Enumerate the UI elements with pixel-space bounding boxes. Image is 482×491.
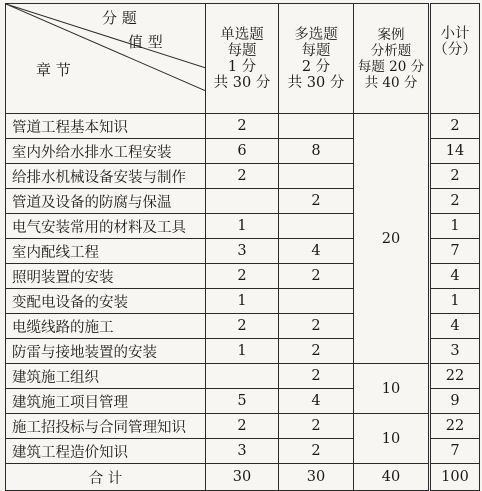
multi-choice-cell (279, 289, 354, 314)
single-choice-cell: 6 (206, 139, 279, 164)
subtotal-cell: 2 (430, 164, 480, 189)
multi-choice-cell: 2 (279, 414, 354, 439)
case-analysis-cell: 10 (354, 414, 430, 464)
subtotal-cell: 9 (430, 389, 480, 414)
single-choice-cell: 1 (206, 214, 279, 239)
table-row (6, 364, 480, 389)
table-row (6, 414, 480, 439)
corner-label-bottom: 章 节 (36, 61, 71, 79)
subtotal-cell: 2 (430, 189, 480, 214)
chapter-cell: 变配电设备的安装 (6, 289, 206, 314)
single-choice-cell: 3 (206, 439, 279, 464)
subtotal-cell: 14 (430, 139, 480, 164)
subtotal-cell: 2 (430, 114, 480, 139)
case-analysis-cell: 20 (354, 114, 430, 364)
subtotal-cell: 3 (430, 339, 480, 364)
column-header-subtotal: 小计 （分） (430, 4, 480, 114)
single-choice-cell: 2 (206, 264, 279, 289)
chapter-cell: 建筑施工组织 (6, 364, 206, 389)
case-analysis-cell: 10 (354, 364, 430, 414)
multi-choice-cell (279, 164, 354, 189)
chapter-cell: 照明装置的安装 (6, 264, 206, 289)
subtotal-cell: 4 (430, 314, 480, 339)
subtotal-cell: 4 (430, 264, 480, 289)
subtotal-cell: 22 (430, 414, 480, 439)
multi-choice-cell: 2 (279, 339, 354, 364)
subtotal-cell: 1 (430, 289, 480, 314)
single-choice-cell: 1 (206, 289, 279, 314)
multi-choice-cell (279, 214, 354, 239)
total-label: 合 计 (6, 464, 206, 491)
single-choice-cell: 2 (206, 164, 279, 189)
header-row (6, 4, 480, 114)
chapter-cell: 建筑施工项目管理 (6, 389, 206, 414)
multi-choice-cell: 2 (279, 264, 354, 289)
single-choice-cell: 5 (206, 389, 279, 414)
chapter-cell: 室内配线工程 (6, 239, 206, 264)
single-choice-cell: 3 (206, 239, 279, 264)
single-choice-cell: 2 (206, 414, 279, 439)
multi-choice-cell: 4 (279, 389, 354, 414)
score-distribution-table (5, 3, 480, 491)
single-choice-cell: 2 (206, 114, 279, 139)
corner-header-cell (6, 4, 206, 114)
single-choice-cell (206, 364, 279, 389)
table-row (6, 114, 480, 139)
subtotal-cell: 22 (430, 364, 480, 389)
multi-choice-cell: 2 (279, 189, 354, 214)
column-header-case: 案例 分析题 每题 20 分 共 40 分 (354, 4, 430, 114)
chapter-cell: 电气安装常用的材料及工具 (6, 214, 206, 239)
total-single: 30 (206, 464, 279, 491)
total-multi: 30 (279, 464, 354, 491)
corner-label-mid: 值 型 (128, 33, 163, 51)
multi-choice-cell: 4 (279, 239, 354, 264)
chapter-cell: 施工招投标与合同管理知识 (6, 414, 206, 439)
chapter-cell: 室内外给水排水工程安装 (6, 139, 206, 164)
chapter-cell: 管道及设备的防腐与保温 (6, 189, 206, 214)
corner-label-top: 分 题 (102, 9, 137, 27)
column-header-multi: 多选题 每题 2 分 共 30 分 (279, 4, 354, 114)
total-case: 40 (354, 464, 430, 491)
total-row (6, 464, 480, 491)
single-choice-cell: 2 (206, 314, 279, 339)
chapter-cell: 给排水机械设备安装与制作 (6, 164, 206, 189)
chapter-cell: 管道工程基本知识 (6, 114, 206, 139)
multi-choice-cell: 2 (279, 364, 354, 389)
multi-choice-cell: 2 (279, 314, 354, 339)
multi-choice-cell: 2 (279, 439, 354, 464)
chapter-cell: 电缆线路的施工 (6, 314, 206, 339)
single-choice-cell: 1 (206, 339, 279, 364)
subtotal-cell: 7 (430, 439, 480, 464)
multi-choice-cell: 8 (279, 139, 354, 164)
subtotal-cell: 7 (430, 239, 480, 264)
multi-choice-cell (279, 114, 354, 139)
column-header-single: 单选题 每题 1 分 共 30 分 (206, 4, 279, 114)
chapter-cell: 防雷与接地装置的安装 (6, 339, 206, 364)
chapter-cell: 建筑工程造价知识 (6, 439, 206, 464)
total-subtotal: 100 (430, 464, 480, 491)
subtotal-cell: 1 (430, 214, 480, 239)
single-choice-cell (206, 189, 279, 214)
